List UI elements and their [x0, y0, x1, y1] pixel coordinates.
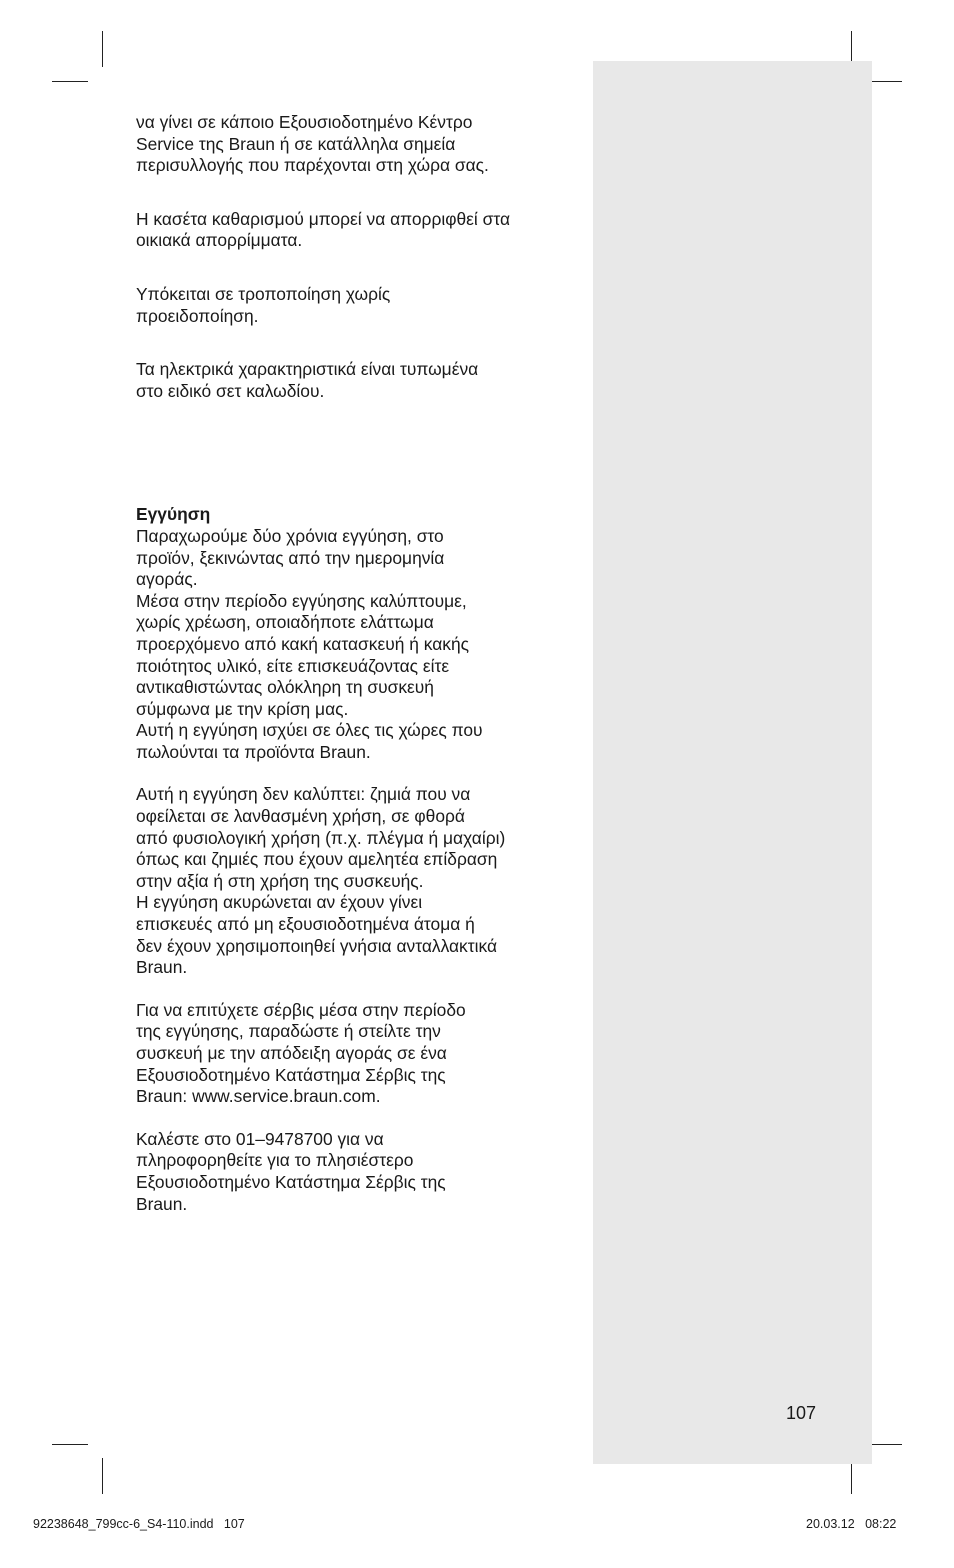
disposal-paragraph: να γίνει σε κάποιο Εξουσιοδοτημένο Κέντρο Service της Braun ή σε κατάλληλα σημεία περισυλλογής που παρέχονται στη χώρα σας.: [136, 112, 489, 176]
cleaning-cartridge-paragraph: Η κασέτα καθαρισμού μπορεί να απορριφθεί στα οικιακά απορρίμματα.: [136, 208, 511, 251]
electrical-specs-paragraph: Τα ηλεκτρικά χαρακτηριστικά είναι τυπωμένα στο ειδικό σετ καλωδίου.: [136, 359, 479, 401]
crop-mark-top-left-horizontal: [52, 81, 88, 82]
crop-mark-bottom-left-horizontal: [52, 1444, 88, 1445]
warranty-service-paragraph: Για να επιτύχετε σέρβις μέσα στην περίοδο της εγγύησης, παραδώστε ή στείλτε την συσκευή με την απόδειξη αγοράς σε ένα Εξουσιοδοτημένο Κατάστημα Σέρβις της Braun: www.service.braun.com.: [136, 999, 466, 1107]
page-content: [136, 112, 576, 1215]
subject-to-change-paragraph: Υπόκειται σε τροποποίηση χωρίς προειδοποίηση.: [136, 283, 391, 326]
footer-file-info: 92238648_799cc-6_S4-110.indd 107: [33, 1517, 245, 1531]
footer-datetime: 20.03.12 08:22: [806, 1517, 897, 1531]
page-number: 107: [786, 1403, 817, 1423]
gray-sidebar-panel: [593, 61, 872, 1464]
warranty-coverage-paragraph: Παραχωρούμε δύο χρόνια εγγύηση, στο προϊόν, ξεκινώντας από την ημερομηνία αγοράς. Μέσα στην περίοδο εγγύησης καλύπτουμε, χωρίς χρέωση, οποιαδήποτε ελάττωμα προερχόμενο από κακή κατασκευή ή κακής ποιότητος υλικό, είτε επισκευάζοντας είτε αντικαθιστώντας ολόκληρη τη συσκευή σύμφωνα με την κρίση μας. Αυτή η εγγύηση ισχύει σε όλες τις χώρες που πωλούνται τα προϊόντα Braun.: [136, 525, 483, 762]
crop-mark-top-left-vertical: [102, 31, 103, 67]
warranty-exclusions-paragraph: Αυτή η εγγύηση δεν καλύπτει: ζημιά που να οφείλεται σε λανθασμένη χρήση, σε φθορά από φυσιολογική χρήση (π.χ. πλέγμα ή μαχαίρι) όπως και ζημιές που έχουν αμελητέα επίδραση στην αξία ή στη χρήση της συσκευής. Η εγγύηση ακυρώνεται αν έχουν γίνει επισκευές από μη εξουσιοδοτημένα άτομα ή δεν έχουν χρησιμοποιηθεί γνήσια ανταλλακτικά Braun.: [136, 784, 506, 978]
crop-mark-bottom-left-vertical: [102, 1458, 103, 1494]
warranty-heading: Εγγύηση: [136, 504, 211, 525]
warranty-phone-paragraph: Καλέστε στο 01–9478700 για να πληροφορηθείτε για το πλησιέστερο Εξουσιοδοτημένο Κατάστημα Σέρβις της Braun.: [136, 1128, 446, 1214]
